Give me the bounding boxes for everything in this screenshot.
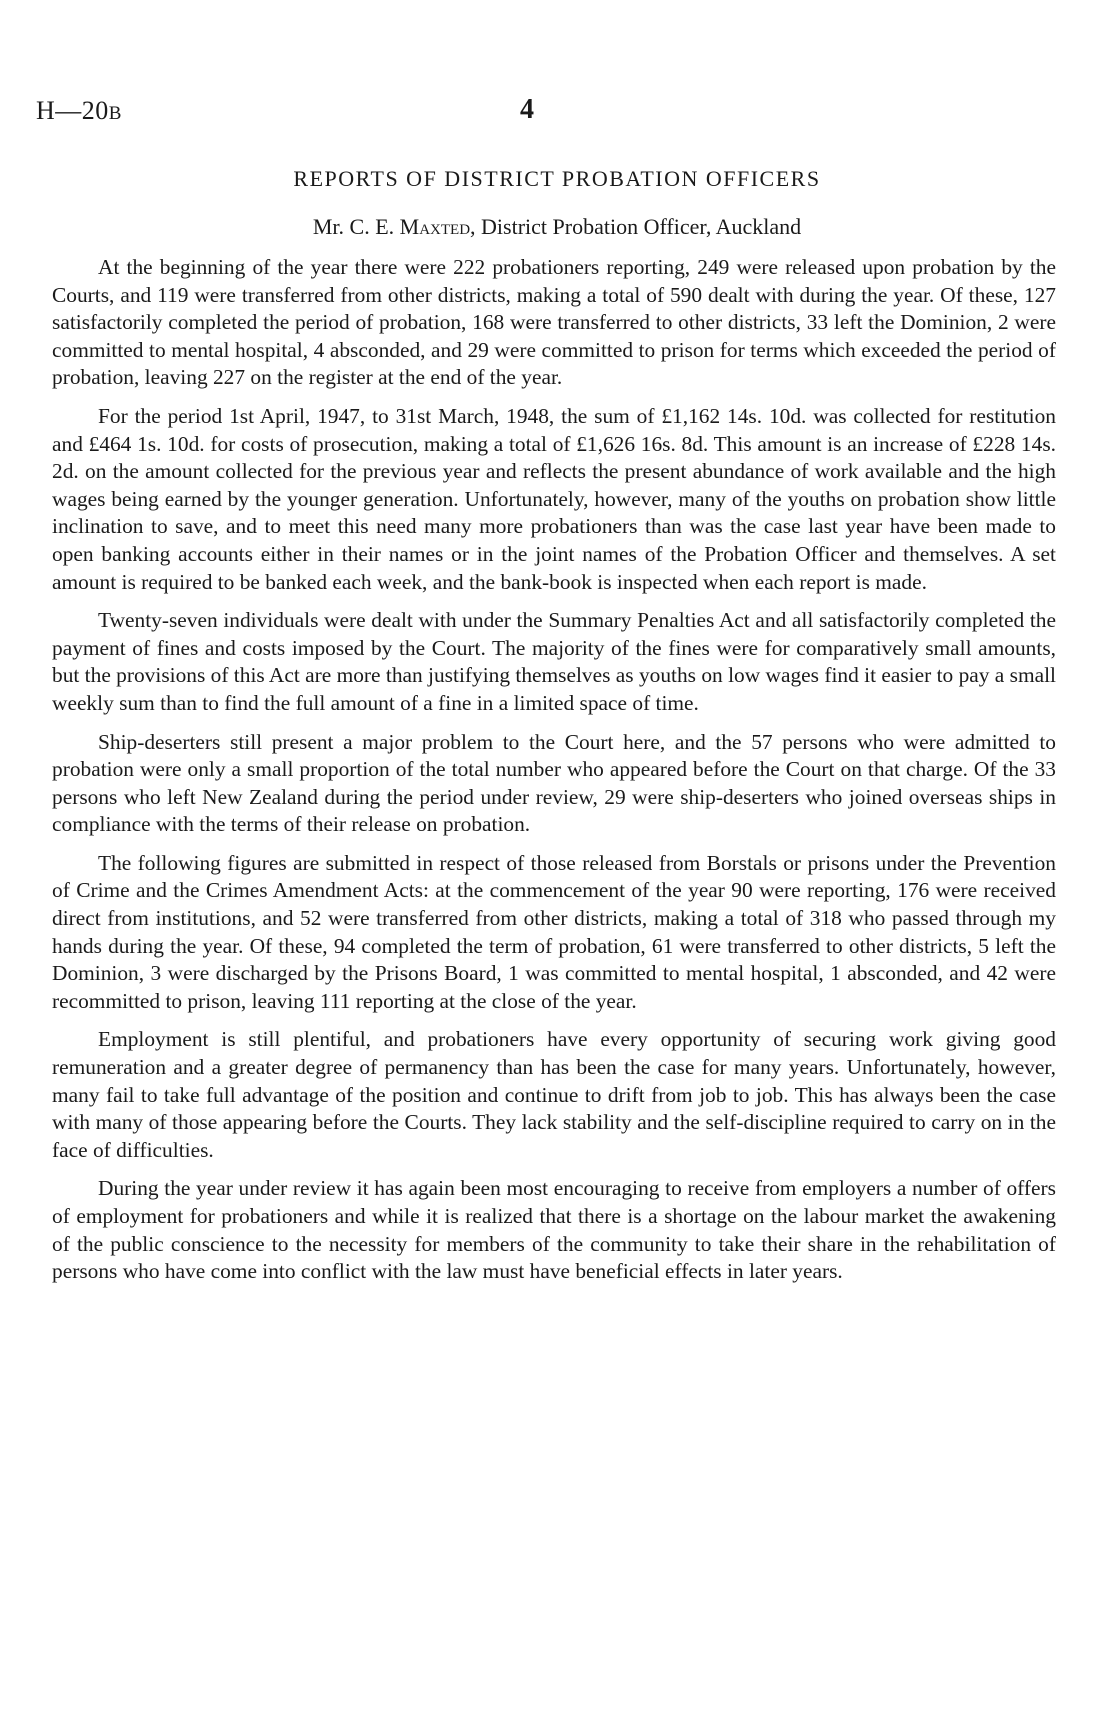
parliamentary-paper-reference bbox=[36, 96, 122, 126]
officer-name: Maxted bbox=[399, 214, 471, 239]
page-number: 4 bbox=[520, 94, 534, 125]
report-body bbox=[52, 254, 1056, 1297]
reference-suffix: B bbox=[108, 103, 122, 124]
officer-role: , District Probation Officer, Auckland bbox=[470, 214, 802, 239]
reference-main: H—20 bbox=[36, 96, 109, 125]
paragraph-summary-penalties-act: Twenty-seven individuals were dealt with under the Summary Penalties Act and all satisfactorily completed the payment of fines and costs imposed by the Court. The majority of the fines were for comparatively small amounts, but the provisions of this Act are more than justifying themselves as youths on low wages find it easier to pay a small weekly sum than to find the full amount of a fine in a limited space of time. bbox=[52, 608, 1056, 715]
paragraph-ship-deserters: Ship-deserters still present a major problem to the Court here, and the 57 persons who were admitted to probation were only a small proportion of the total number who appeared before the Court on that charge. Of the 33 persons who left New Zealand during the period under review, 29 were ship-deserters who joined overseas ships in compliance with the terms of their release on probation. bbox=[52, 729, 1056, 837]
officer-byline bbox=[0, 214, 1114, 240]
paragraph-employer-offers: During the year under review it has again been most encouraging to receive from employers a number of offers of employment for probationers and while it is realized that there is a shortage on the labour market the awakening of the public conscience to the necessity for members of the community to take their share in the rehabilitation of persons who have come into conflict with the law must have beneficial effects in later years. bbox=[52, 1176, 1056, 1284]
paragraph-probationer-totals: At the beginning of the year there were 222 probationers reporting, 249 were released upon probation by the Courts, and 119 were transferred from other districts, making a total of 590 dealt with during the year. Of these, 127 satisfactorily completed the period of probation, 168 were transferred to other districts, 33 left the Dominion, 2 were committed to mental hospital, 4 absconded, and 29 were committed to prison for terms which exceeded the period of probation, leaving 227 on the register at the end of the year. bbox=[52, 255, 1056, 390]
paragraph-borstal-prison-releases: The following figures are submitted in respect of those released from Borstals or prisons under the Prevention of Crime and the Crimes Amendment Acts: at the commencement of the year 90 were reporting, 176 were received direct from institutions, and 52 were transferred from other districts, making a total of 318 who passed through my hands during the year. Of these, 94 completed the term of probation, 61 were transferred to other districts, 5 left the Dominion, 3 were discharged by the Prisons Board, 1 was committed to mental hospital, 1 absconded, and 42 were recommitted to prison, leaving 111 reporting at the close of the year. bbox=[52, 850, 1056, 1013]
officer-prefix: Mr. C. E. bbox=[312, 214, 400, 239]
section-heading: REPORTS OF DISTRICT PROBATION OFFICERS bbox=[293, 166, 821, 191]
paragraph-restitution-collections: For the period 1st April, 1947, to 31st March, 1948, the sum of £1,162 14s. 10d. was collected for restitution and £464 1s. 10d. for costs of prosecution, making a total of £1,626 16s. 8d. This amount is an increase of £228 14s. 2d. on the amount collected for the previous year and reflects the present abundance of work available and the high wages being earned by the younger generation. Unfortunately, however, many of the youths on probation show little inclination to save, and to meet this need many more probationers than was the case last year have been made to open banking accounts either in their names or in the joint names of the Probation Officer and themselves. A set amount is required to be banked each week, and the bank-book is inspected when each report is made. bbox=[52, 403, 1056, 594]
paragraph-employment: Employment is still plentiful, and probationers have every opportunity of securing work giving good remuneration and a greater degree of permanency than has been the case for many years. Unfortunately, however, many fail to take full advantage of the position and continue to drift from job to job. This has always been the case with many of those appearing before the Courts. They lack stability and the self-discipline required to carry on in the face of difficulties. bbox=[52, 1027, 1056, 1162]
